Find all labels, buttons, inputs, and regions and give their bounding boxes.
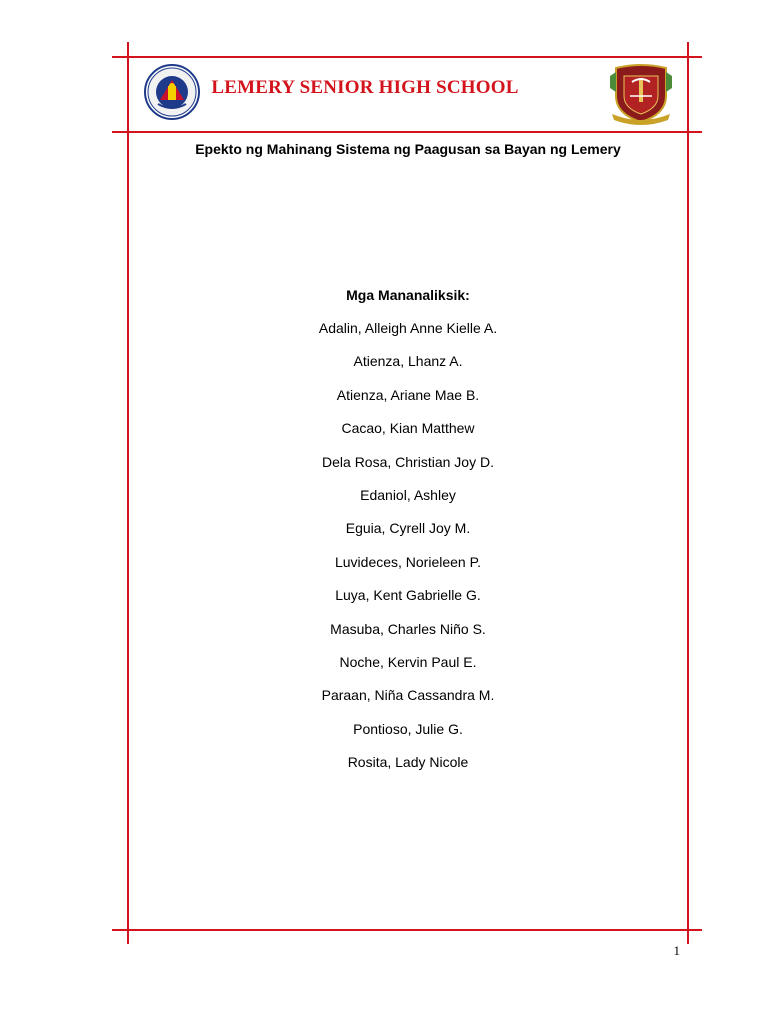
page-border-right [687,42,689,944]
researcher-name: Paraan, Niña Cassandra M. [321,687,495,704]
researcher-name: Rosita, Lady Nicole [347,754,469,771]
researcher-name: Noche, Kervin Paul E. [339,653,477,670]
header-divider [112,131,702,133]
school-crest-icon [610,62,672,126]
page-border-top [112,56,702,58]
researcher-name: Dela Rosa, Christian Joy D. [322,453,494,470]
researcher-name: Luvideces, Norieleen P. [334,553,482,570]
researcher-name: Pontioso, Julie G. [353,720,463,737]
researcher-name: Luya, Kent Gabrielle G. [335,587,481,604]
school-name: LEMERY SENIOR HIGH SCHOOL [211,77,519,98]
researchers-section [130,286,686,786]
researcher-name: Adalin, Alleigh Anne Kielle A. [318,320,498,336]
researcher-name: Cacao, Kian Matthew [341,420,475,437]
document-title: Epekto ng Mahinang Sistema ng Paagusan sa Bayan ng Lemery [195,141,621,157]
page-number: 1 [673,943,680,958]
researcher-name: Masuba, Charles Niño S. [330,620,486,637]
researcher-name: Edaniol, Ashley [360,486,456,503]
researcher-name: Eguia, Cyrell Joy M. [345,520,471,537]
page-border-bottom [112,929,702,931]
researcher-name: Atienza, Ariane Mae B. [336,386,480,403]
page-border-left [127,42,129,944]
researchers-heading: Mga Mananaliksik: [346,287,470,303]
researchers-list [130,319,686,786]
researcher-name: Atienza, Lhanz A. [353,353,463,370]
